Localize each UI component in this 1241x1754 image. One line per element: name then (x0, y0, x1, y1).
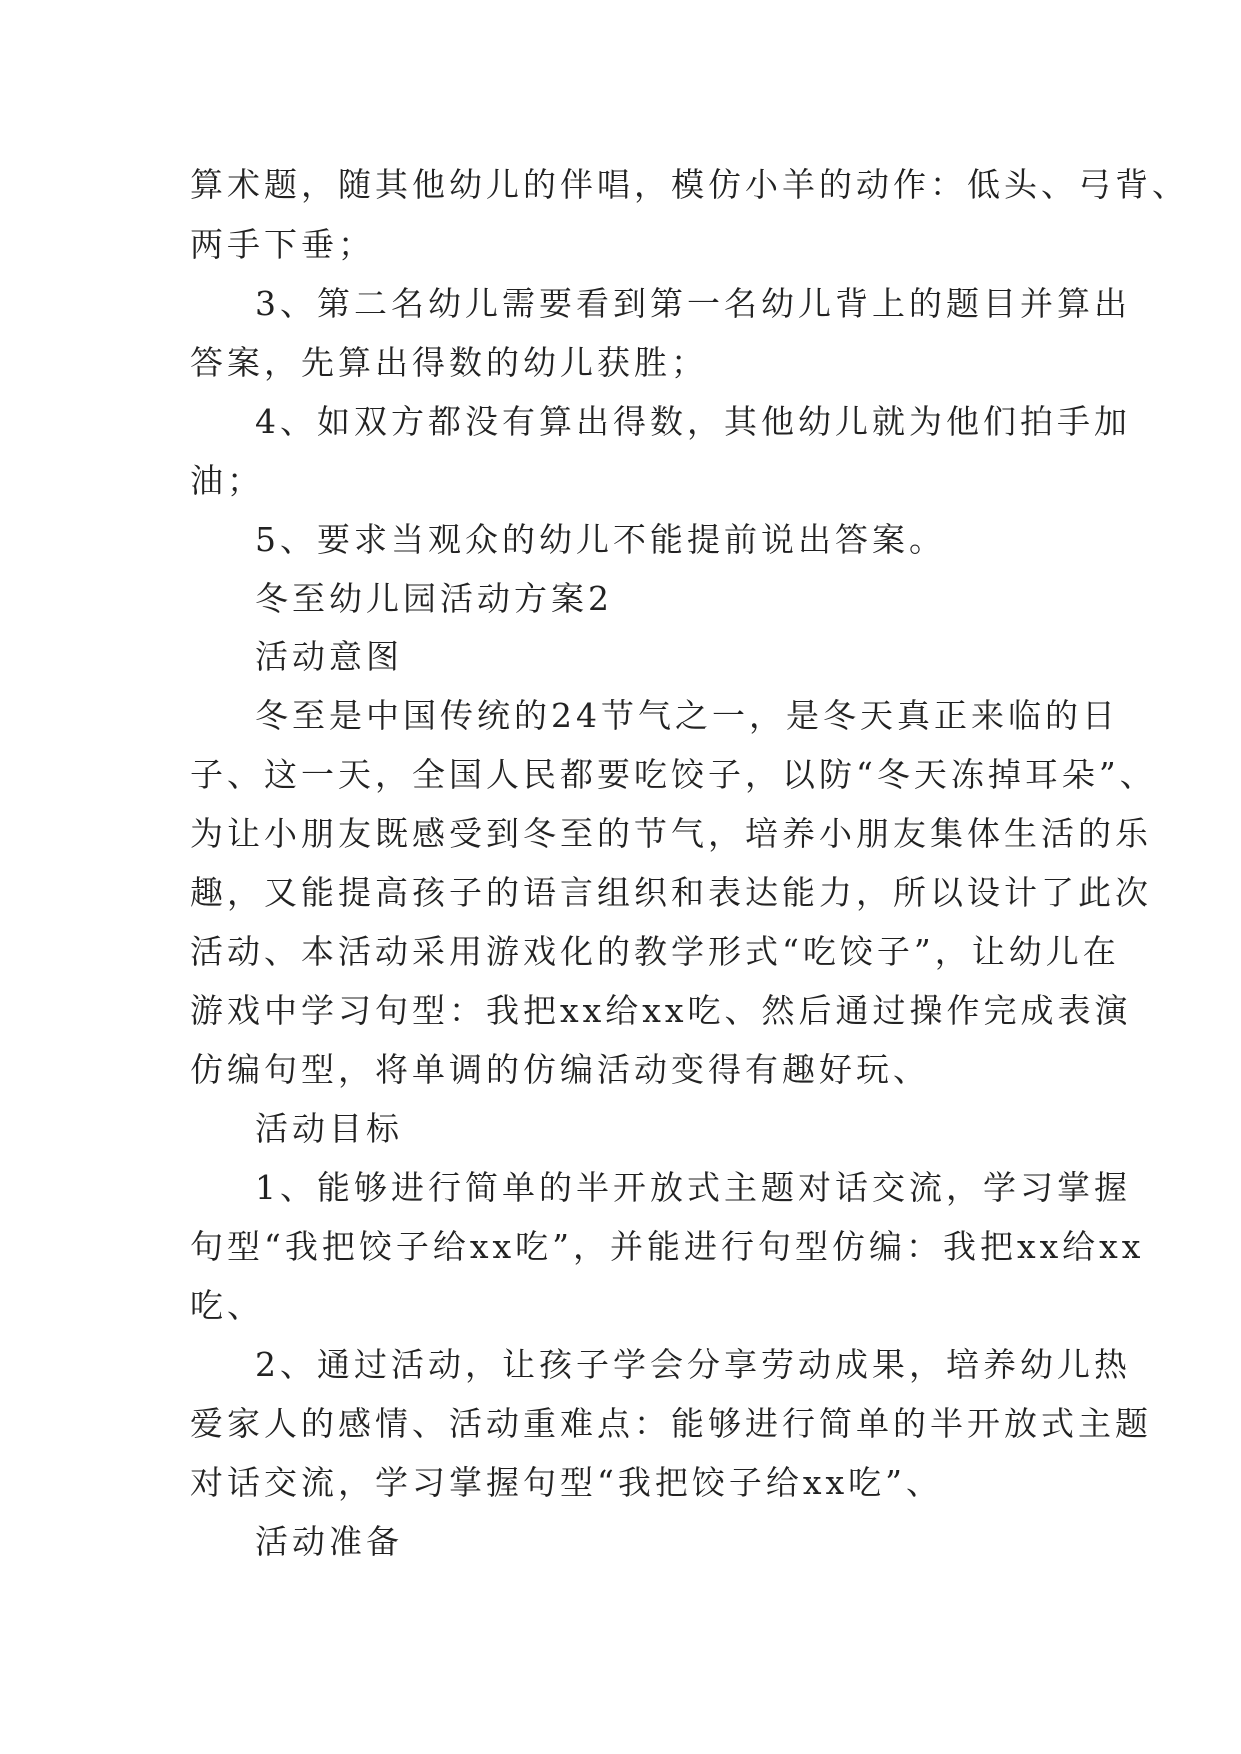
text-line: 句型“我把饺子给xx吃”，并能进行句型仿编：我把xx给xx (190, 1227, 1145, 1266)
section-heading: 活动目标 (255, 1109, 403, 1148)
text-line: 对话交流，学习掌握句型“我把饺子给xx吃”、 (190, 1463, 943, 1502)
text-line: 2、通过活动，让孩子学会分享劳动成果，培养幼儿热 (255, 1345, 1131, 1384)
text-line: 趣，又能提高孩子的语言组织和表达能力，所以设计了此次 (190, 873, 1152, 912)
text-line: 4、如双方都没有算出得数，其他幼儿就为他们拍手加 (255, 402, 1131, 441)
text-line: 答案，先算出得数的幼儿获胜； (190, 343, 708, 382)
text-line: 3、第二名幼儿需要看到第一名幼儿背上的题目并算出 (255, 284, 1131, 323)
text-line: 仿编句型，将单调的仿编活动变得有趣好玩、 (190, 1050, 930, 1089)
text-line: 1、能够进行简单的半开放式主题对话交流，学习掌握 (255, 1168, 1131, 1207)
text-line: 吃、 (190, 1286, 264, 1325)
section-heading: 活动意图 (255, 637, 403, 676)
text-line: 为让小朋友既感受到冬至的节气，培养小朋友集体生活的乐 (190, 814, 1152, 853)
text-line: 5、要求当观众的幼儿不能提前说出答案。 (255, 520, 946, 559)
text-line: 活动、本活动采用游戏化的教学形式“吃饺子”，让幼儿在 (190, 932, 1120, 971)
section-heading: 活动准备 (255, 1522, 403, 1561)
text-line: 两手下垂； (190, 225, 375, 264)
section-title: 冬至幼儿园活动方案2 (255, 579, 613, 618)
text-line: 游戏中学习句型：我把xx给xx吃、然后通过操作完成表演 (190, 991, 1132, 1030)
text-line: 子、这一天，全国人民都要吃饺子，以防“冬天冻掉耳朵”、 (190, 755, 1157, 794)
text-line: 冬至是中国传统的24节气之一，是冬天真正来临的日 (255, 696, 1119, 735)
text-line: 油； (190, 461, 264, 500)
text-line: 爱家人的感情、活动重难点：能够进行简单的半开放式主题 (190, 1404, 1152, 1443)
text-line: 算术题，随其他幼儿的伴唱，模仿小羊的动作：低头、弓背、 (190, 165, 1189, 204)
